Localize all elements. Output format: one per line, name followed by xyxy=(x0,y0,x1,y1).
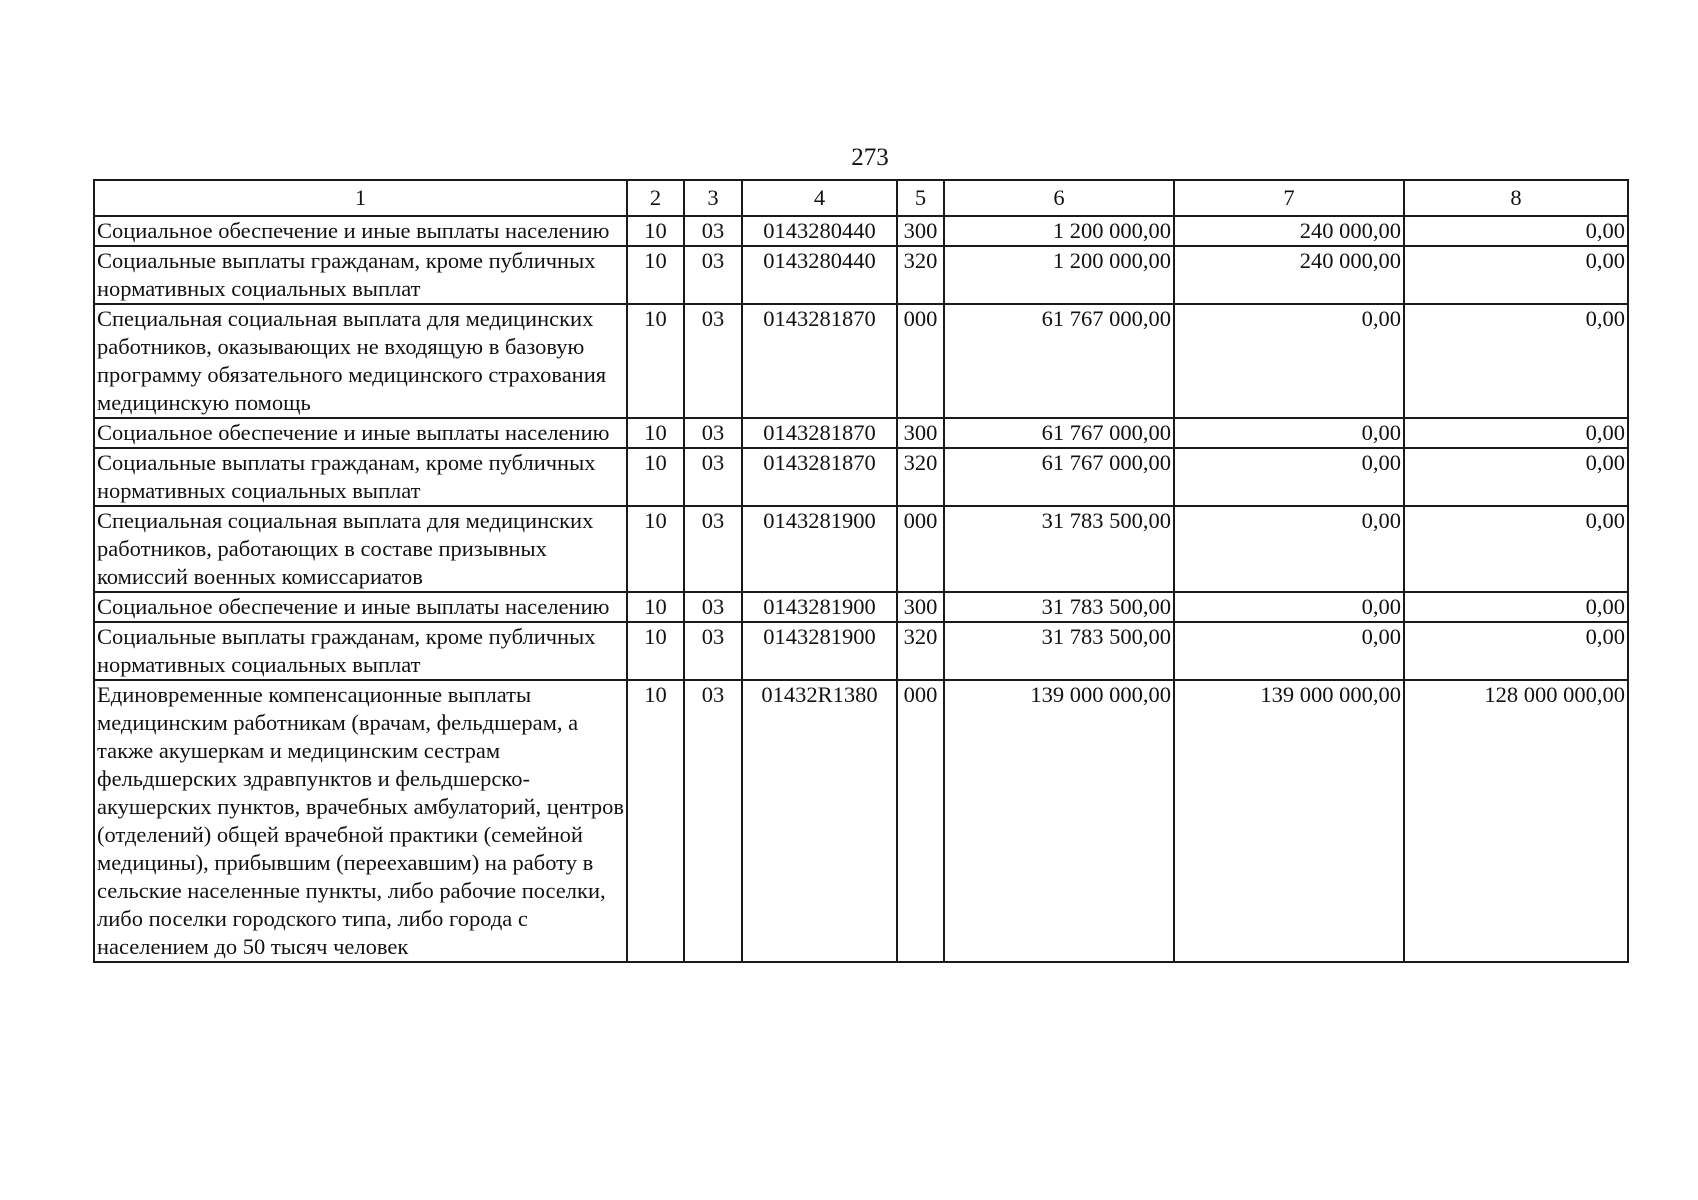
row-expense-type-code: 320 xyxy=(897,622,944,680)
row-expense-type-code: 300 xyxy=(897,216,944,246)
row-amount-col6: 139 000 000,00 xyxy=(944,680,1174,962)
column-header-8: 8 xyxy=(1404,180,1628,216)
row-amount-col8: 0,00 xyxy=(1404,304,1628,418)
row-amount-col7: 0,00 xyxy=(1174,592,1404,622)
row-amount-col6: 61 767 000,00 xyxy=(944,304,1174,418)
row-target-article-code: 0143281900 xyxy=(742,622,897,680)
row-amount-col7: 240 000,00 xyxy=(1174,246,1404,304)
table-row xyxy=(94,506,1628,592)
column-header-1: 1 xyxy=(94,180,627,216)
column-header-7: 7 xyxy=(1174,180,1404,216)
column-header-5: 5 xyxy=(897,180,944,216)
row-subsection-code: 03 xyxy=(684,680,742,962)
row-amount-col8: 0,00 xyxy=(1404,622,1628,680)
row-amount-col7: 0,00 xyxy=(1174,622,1404,680)
row-amount-col6: 61 767 000,00 xyxy=(944,418,1174,448)
row-amount-col8: 0,00 xyxy=(1404,448,1628,506)
row-amount-col7: 139 000 000,00 xyxy=(1174,680,1404,962)
row-name: Социальное обеспечение и иные выплаты населению xyxy=(94,592,627,622)
row-target-article-code: 0143280440 xyxy=(742,216,897,246)
row-section-code: 10 xyxy=(627,246,684,304)
row-expense-type-code: 000 xyxy=(897,680,944,962)
row-target-article-code: 01432R1380 xyxy=(742,680,897,962)
row-name: Социальные выплаты гражданам, кроме публичных нормативных социальных выплат xyxy=(94,622,627,680)
row-section-code: 10 xyxy=(627,622,684,680)
row-amount-col8: 0,00 xyxy=(1404,506,1628,592)
row-amount-col7: 0,00 xyxy=(1174,448,1404,506)
row-amount-col6: 31 783 500,00 xyxy=(944,622,1174,680)
row-name: Социальные выплаты гражданам, кроме публичных нормативных социальных выплат xyxy=(94,246,627,304)
table-row xyxy=(94,592,1628,622)
table-row xyxy=(94,680,1628,962)
row-target-article-code: 0143281900 xyxy=(742,592,897,622)
row-subsection-code: 03 xyxy=(684,622,742,680)
row-amount-col7: 0,00 xyxy=(1174,304,1404,418)
row-expense-type-code: 320 xyxy=(897,246,944,304)
row-name: Специальная социальная выплата для медицинских работников, работающих в составе призывных комиссий военных комиссариатов xyxy=(94,506,627,592)
row-section-code: 10 xyxy=(627,506,684,592)
row-subsection-code: 03 xyxy=(684,506,742,592)
row-amount-col6: 31 783 500,00 xyxy=(944,592,1174,622)
row-amount-col8: 0,00 xyxy=(1404,216,1628,246)
row-amount-col6: 1 200 000,00 xyxy=(944,246,1174,304)
table-row xyxy=(94,622,1628,680)
row-amount-col6: 61 767 000,00 xyxy=(944,448,1174,506)
row-expense-type-code: 000 xyxy=(897,304,944,418)
row-section-code: 10 xyxy=(627,216,684,246)
row-target-article-code: 0143281870 xyxy=(742,448,897,506)
page-number: 273 xyxy=(851,144,889,171)
row-subsection-code: 03 xyxy=(684,418,742,448)
row-amount-col8: 128 000 000,00 xyxy=(1404,680,1628,962)
row-target-article-code: 0143281870 xyxy=(742,304,897,418)
row-section-code: 10 xyxy=(627,418,684,448)
table-header-row xyxy=(94,180,1628,216)
table-row xyxy=(94,418,1628,448)
row-name: Социальные выплаты гражданам, кроме публичных нормативных социальных выплат xyxy=(94,448,627,506)
row-target-article-code: 0143281870 xyxy=(742,418,897,448)
row-section-code: 10 xyxy=(627,680,684,962)
row-expense-type-code: 320 xyxy=(897,448,944,506)
row-amount-col6: 1 200 000,00 xyxy=(944,216,1174,246)
row-name: Единовременные компенсационные выплаты медицинским работникам (врачам, фельдшерам, а также акушеркам и медицинским сестрам фельдшерских здравпунктов и фельдшерско-акушерских пунктов, врачебных амбулаторий, центров (отделений) общей врачебной практики (семейной медицины), прибывшим (переехавшим) на работу в сельские населенные пункты, либо рабочие поселки, либо поселки городского типа, либо города с населением до 50 тысяч человек xyxy=(94,680,627,962)
row-amount-col6: 31 783 500,00 xyxy=(944,506,1174,592)
row-amount-col7: 240 000,00 xyxy=(1174,216,1404,246)
row-target-article-code: 0143281900 xyxy=(742,506,897,592)
column-header-3: 3 xyxy=(684,180,742,216)
table-row xyxy=(94,448,1628,506)
row-expense-type-code: 300 xyxy=(897,592,944,622)
row-name: Специальная социальная выплата для медицинских работников, оказывающих не входящую в базовую программу обязательного медицинского страхования медицинскую помощь xyxy=(94,304,627,418)
row-subsection-code: 03 xyxy=(684,448,742,506)
row-amount-col8: 0,00 xyxy=(1404,246,1628,304)
row-subsection-code: 03 xyxy=(684,592,742,622)
row-amount-col8: 0,00 xyxy=(1404,592,1628,622)
row-subsection-code: 03 xyxy=(684,246,742,304)
row-expense-type-code: 300 xyxy=(897,418,944,448)
row-section-code: 10 xyxy=(627,304,684,418)
row-target-article-code: 0143280440 xyxy=(742,246,897,304)
row-section-code: 10 xyxy=(627,448,684,506)
column-header-6: 6 xyxy=(944,180,1174,216)
column-header-2: 2 xyxy=(627,180,684,216)
row-name: Социальное обеспечение и иные выплаты населению xyxy=(94,418,627,448)
row-amount-col7: 0,00 xyxy=(1174,506,1404,592)
row-amount-col7: 0,00 xyxy=(1174,418,1404,448)
row-section-code: 10 xyxy=(627,592,684,622)
row-expense-type-code: 000 xyxy=(897,506,944,592)
row-name: Социальное обеспечение и иные выплаты населению xyxy=(94,216,627,246)
table-row xyxy=(94,216,1628,246)
table-row xyxy=(94,246,1628,304)
column-header-4: 4 xyxy=(742,180,897,216)
row-subsection-code: 03 xyxy=(684,216,742,246)
row-subsection-code: 03 xyxy=(684,304,742,418)
row-amount-col8: 0,00 xyxy=(1404,418,1628,448)
budget-table xyxy=(93,179,1629,963)
table-row xyxy=(94,304,1628,418)
